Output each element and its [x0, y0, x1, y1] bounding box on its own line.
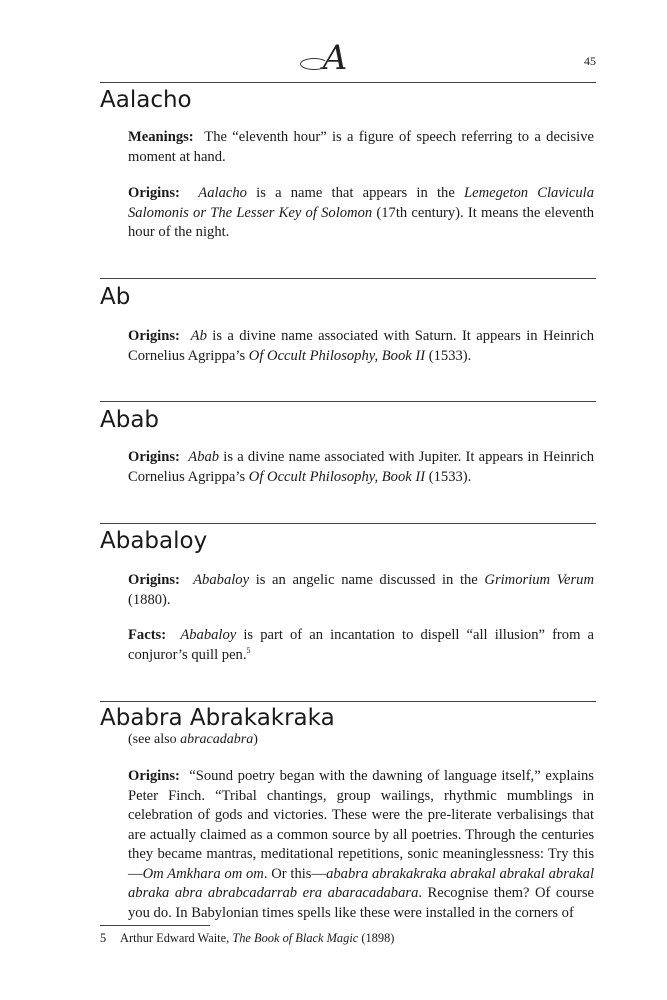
origins-work-title: Lemegeton Clavicula Salomonis or The Lesser Key of Solomon: [128, 185, 594, 221]
origins-label: Origins:: [128, 572, 180, 588]
entry-rule: [100, 278, 596, 279]
page-number: 45: [584, 54, 596, 68]
origins-text-end: (1533).: [425, 347, 472, 364]
footnote-rule: [100, 925, 210, 926]
origins-text: is a name that appears in the: [246, 185, 465, 201]
footnote-year: (1898): [358, 931, 395, 945]
origins-quote-mid: . Or this—: [263, 865, 327, 882]
running-header: [100, 38, 596, 82]
aalacho-meanings: [128, 128, 594, 167]
origins-text-end: (1880).: [128, 591, 171, 608]
ababra-origins: [128, 767, 594, 923]
origins-text-end: (1533).: [425, 468, 472, 485]
entry-rule: [100, 401, 596, 402]
entry-rule: [100, 701, 596, 702]
footnote: [100, 931, 394, 946]
see-also-suffix: ): [253, 732, 258, 747]
origins-work-title: Of Occult Philosophy, Book II: [248, 468, 426, 485]
footnote-text: Arthur Edward Waite,: [120, 931, 233, 945]
origins-text-end: (17th century). It means the eleventh hour of the night.: [128, 204, 594, 240]
origins-label: Origins:: [128, 328, 180, 344]
footnote-marker: 5: [246, 645, 251, 655]
meanings-text: The “eleventh hour” is a figure of speech referring to a decisive moment at hand.: [128, 129, 594, 165]
origins-text: is a divine name associated with Saturn. It appears in Heinrich Cornelius Agrippa’s: [128, 328, 595, 364]
origins-label: Origins:: [128, 185, 180, 201]
facts-term: Ababaloy: [180, 627, 237, 643]
origins-term: Abab: [188, 449, 220, 465]
facts-label: Facts:: [128, 627, 167, 643]
letter-ornament-icon: A: [312, 40, 358, 76]
chant-example-1: Om Amkhara om om: [142, 865, 264, 882]
chant-example-2: ababra abrakakraka abrakal abrakal abrakal abraka abra abrabcadarrab era abaracadabara: [128, 865, 595, 901]
ababaloy-origins: [128, 571, 594, 610]
entry-rule: [100, 523, 596, 524]
origins-label: Origins:: [128, 768, 180, 784]
origins-term: Ab: [190, 328, 207, 344]
entry-title-ab: Ab: [100, 284, 131, 310]
ababaloy-facts: [128, 626, 594, 665]
aalacho-origins: [128, 184, 594, 243]
meanings-label: Meanings:: [128, 129, 194, 145]
origins-work-title: Grimorium Verum: [484, 572, 594, 588]
see-also-link: abracadabra: [180, 732, 254, 747]
entry-title-ababra-abrakakraka: Ababra Abrakakraka: [100, 705, 335, 731]
ab-origins: [128, 327, 594, 366]
entry-title-aalacho: Aalacho: [100, 87, 192, 113]
header-rule: [100, 82, 596, 83]
origins-term: Ababaloy: [193, 572, 250, 588]
footnote-book-title: The Book of Black Magic: [232, 931, 359, 945]
abab-origins: [128, 448, 594, 487]
origins-work-title: Of Occult Philosophy, Book II: [248, 347, 426, 364]
origins-text: is a divine name associated with Jupiter. It appears in Heinrich Cornelius Agrippa’s: [128, 449, 594, 485]
origins-term: Aalacho: [198, 185, 247, 201]
origins-quote: “Sound poetry began with the dawning of language itself,” explains Peter Finch. “Tribal chantings, group wailings, rhythmic mumblings in celebration of gods and victories. These were the pre-literate verbalisings that are actually claimed as a common source by all poetries. Through the centuries they became mantras, meditational repetitions, sonic meaninglessness: Try this—: [128, 768, 594, 882]
see-also-note: [128, 732, 258, 748]
entry-title-abab: Abab: [100, 407, 160, 433]
entry-title-ababaloy: Ababaloy: [100, 528, 208, 554]
origins-quote-end: . Recognise them? Of course you do. In Babylonian times spells like these were installed in the corners of: [128, 885, 594, 921]
origins-label: Origins:: [128, 449, 180, 465]
origins-text: is an angelic name discussed in the: [249, 572, 485, 588]
facts-text: is part of an incantation to dispell “all illusion” from a conjuror’s quill pen.: [128, 627, 595, 663]
see-also-prefix: (see also: [128, 732, 181, 747]
footnote-number: 5: [100, 931, 107, 945]
